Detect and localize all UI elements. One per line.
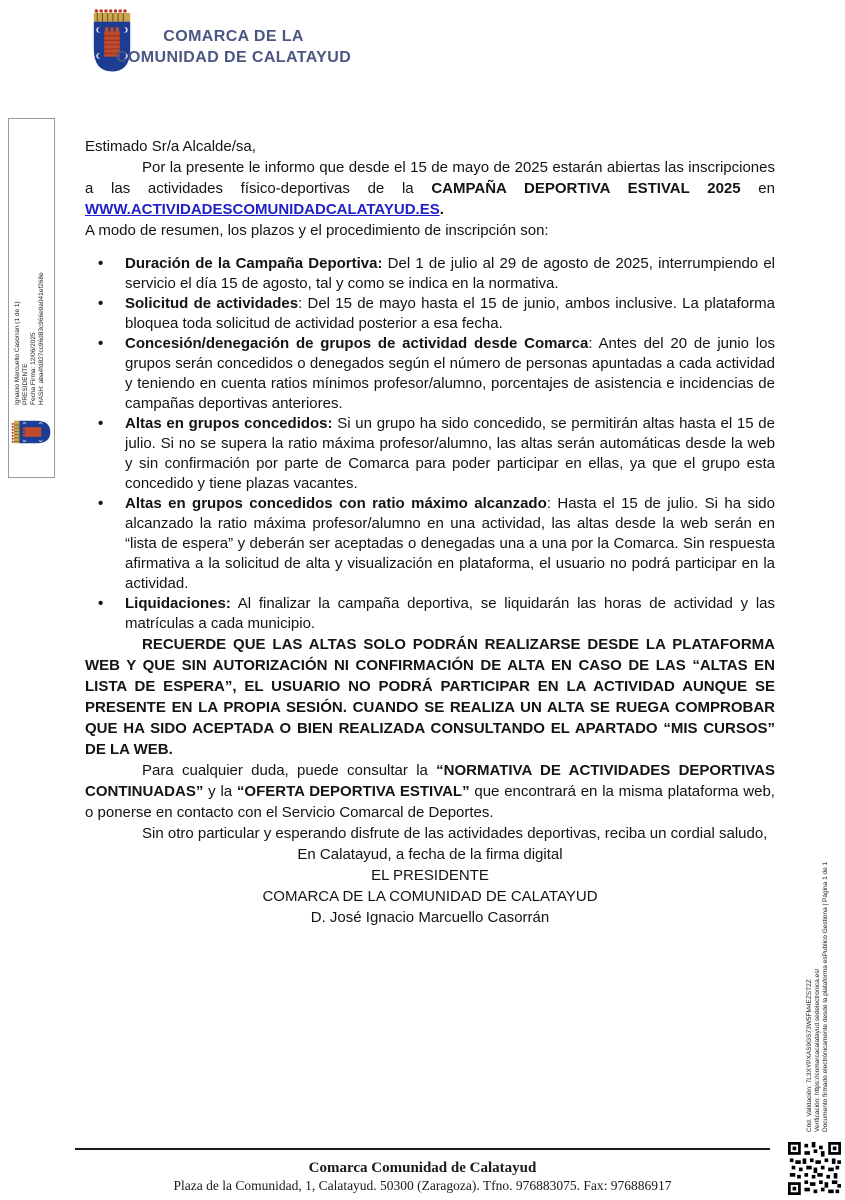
duda-text-2: y la bbox=[203, 783, 237, 800]
bullet-icon: • bbox=[98, 335, 104, 352]
logo-wordmark bbox=[116, 26, 351, 68]
list-item bbox=[85, 494, 775, 594]
validation-note: Documento firmado electrónicamente desde la plataforma esPublico Gestiona | Página 1 de 1 bbox=[822, 861, 829, 1132]
validation-url: Verificación: https://comarcacalatayud.sedelectronica.es/ bbox=[814, 968, 821, 1132]
place-date-line: En Calatayud, a fecha de la firma digital bbox=[297, 846, 563, 863]
bullet-rest: : Hasta el 15 de julio. Si ha sido alcanzado la ratio máxima profesor/alumno en una actividad, las altas desde la web serán en “lista de espera” y deberán ser aceptadas o denegadas una a una por la Comarca. Sin respuesta afirmativa a la solicitud de alta y visualización en plataforma, el usuario no podrá participar en la actividad. bbox=[125, 495, 775, 592]
bullet-icon: • bbox=[98, 415, 104, 432]
letter-body bbox=[85, 136, 775, 928]
bullet-rest: : Del 15 de mayo hasta el 15 de junio, ambos inclusive. La plataforma bloquea toda solicitud de actividad posterior a esa fecha. bbox=[125, 295, 775, 332]
bullet-rest: Si un grupo ha sido concedido, se permitirán altas hasta el 15 de julio. Si no se supera la ratio máxima profesor/alumno, las altas serán automáticas desde la web y sin confirmación por parte de Comarca para poder participar en ellas, ya que el grupo esta concedido y tiene plazas vacantes. bbox=[125, 415, 775, 492]
list-item bbox=[85, 334, 775, 414]
despedida-paragraph: Sin otro particular y esperando disfrute de las actividades deportivas, reciba un cordial saludo, bbox=[142, 825, 768, 842]
validation-code: Cód. Validación: 7L3XYPXAS9GS73W5FM4EZST2Z bbox=[806, 979, 813, 1132]
bullet-rest: : Antes del 20 de junio los grupos serán concedidos o denegados según el número de personas apuntadas a cada actividad y teniendo en cuenta ratios mínimos profesor/alumno, porcentajes de asistencia e incidencias de campañas deportivas anteriores. bbox=[125, 335, 775, 412]
bullet-rest: Del 1 de julio al 29 de agosto de 2025, interrumpiendo el servicio el día 15 de agosto, tal y como se indica en la normativa. bbox=[125, 255, 775, 292]
bullet-icon: • bbox=[98, 595, 104, 612]
duda-text-1: Para cualquier duda, puede consultar la bbox=[142, 762, 437, 779]
stamp-hash: HASH: aba4fd827cc96d83c966e9a041ef268e bbox=[38, 272, 45, 405]
deadlines-list bbox=[85, 254, 775, 634]
intro-text-2: en bbox=[740, 180, 775, 197]
bullet-icon: • bbox=[98, 295, 104, 312]
bullet-icon: • bbox=[98, 255, 104, 272]
bullet-lead: Concesión/denegación de grupos de actividad desde Comarca bbox=[125, 335, 589, 352]
page-footer bbox=[75, 1148, 770, 1195]
duda-text-3: que encontrará en la misma plataforma web, o ponerse en contacto con el Servicio Comarcal de Deportes. bbox=[85, 783, 775, 821]
activities-url-link[interactable]: WWW.ACTIVIDADESCOMUNIDADCALATAYUD.ES bbox=[85, 201, 440, 218]
footer-org: Comarca Comunidad de Calatayud bbox=[308, 1160, 537, 1176]
signer-name: D. José Ignacio Marcuello Casorrán bbox=[310, 909, 550, 926]
signer-org: COMARCA DE LA COMUNIDAD DE CALATAYUD bbox=[262, 888, 598, 905]
recuerde-paragraph: RECUERDE QUE LAS ALTAS SOLO PODRÁN REALIZARSE DESDE LA PLATAFORMA WEB Y QUE SIN AUTORIZACIÓN NI CONFIRMACIÓN DE ALTA EN CASO DE LAS “ALTAS EN LISTA DE ESPERA”, EL USUARIO NO PODRÁ PARTICIPAR EN LA ACTIVIDAD AUNQUE SE PRESENTE EN LA PROPIA SESIÓN. CUANDO SE REALIZA UN ALTA SE RUEGA COMPROBAR QUE HA SIDO ACEPTADA O BIEN REALIZADA CONSULTANDO EL APARTADO “MIS CURSOS” DE LA WEB. bbox=[85, 636, 775, 758]
stamp-role: PRESIDENTE bbox=[22, 363, 29, 405]
list-item bbox=[85, 414, 775, 494]
oferta-bold: “OFERTA DEPORTIVA ESTIVAL” bbox=[236, 783, 470, 800]
intro-text-1: Por la presente le informo que desde el 15 de mayo de 2025 estarán abiertas las inscripciones a las actividades físico-deportivas de la bbox=[85, 159, 775, 197]
bullet-lead: Liquidaciones: bbox=[125, 595, 231, 612]
intro-text-3: . bbox=[439, 201, 444, 218]
bullet-lead: Altas en grupos concedidos: bbox=[125, 415, 333, 432]
list-item bbox=[85, 294, 775, 334]
intro-paragraph bbox=[85, 157, 775, 220]
bullet-lead: Solicitud de actividades bbox=[125, 295, 299, 312]
salutation: Estimado Sr/a Alcalde/sa, bbox=[85, 138, 256, 155]
stamp-signer: Ignacio Marcuello Casorran (1 de 1) bbox=[14, 301, 21, 405]
campaign-name-bold: CAMPAÑA DEPORTIVA ESTIVAL 2025 bbox=[431, 180, 741, 197]
footer-address: Plaza de la Comunidad, 1, Calatayud. 50300 (Zaragoza). Tfno. 976883075. Fax: 976886917 bbox=[173, 1178, 672, 1193]
logo-wordmark-line2: COMUNIDAD DE CALATAYUD bbox=[116, 49, 352, 66]
logo-wordmark-line1: COMARCA DE LA bbox=[163, 28, 304, 45]
qr-code bbox=[788, 1142, 841, 1195]
list-item bbox=[85, 254, 775, 294]
bullet-lead: Duración de la Campaña Deportiva: bbox=[125, 255, 383, 272]
stamp-date: Fecha Firma: 12/06/2025 bbox=[30, 332, 37, 405]
duda-paragraph bbox=[85, 760, 775, 823]
resumen-paragraph: A modo de resumen, los plazos y el procedimiento de inscripción son: bbox=[85, 222, 549, 239]
stamp-shield-icon bbox=[11, 411, 53, 453]
signature-stamp-text bbox=[14, 155, 48, 405]
signer-role: EL PRESIDENTE bbox=[371, 867, 489, 884]
signature-block bbox=[85, 865, 775, 907]
bullet-icon: • bbox=[98, 495, 104, 512]
bullet-rest: Al finalizar la campaña deportiva, se liquidarán las horas de actividad y las matrículas a cada municipio. bbox=[125, 595, 775, 632]
signature-stamp-box bbox=[8, 118, 55, 478]
list-item bbox=[85, 594, 775, 634]
validation-caption bbox=[806, 740, 830, 1132]
normativa-bold: “NORMATIVA DE ACTIVIDADES DEPORTIVAS CONTINUADAS” bbox=[85, 762, 775, 800]
bullet-lead: Altas en grupos concedidos con ratio máximo alcanzado bbox=[125, 495, 547, 512]
